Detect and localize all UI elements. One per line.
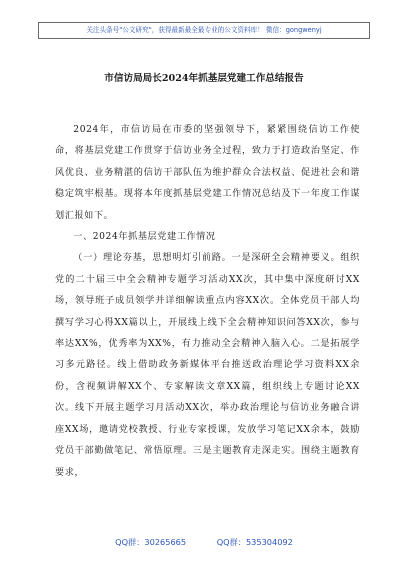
- body-paragraph: （一）理论夯基，思想明灯引前路。一是深研全会精神要义。组织党的二十届三中全会精神专题学习活动XX次，其中集中深度研讨XX场，领导班子成员领学并详细解读重点内容XX次。全体党员干部人均撰写学习心得XX篇以上，开展线上线下全会精神知识问答XX次，参与率达XX%，优秀率为XX%，有力推动全会精神入脑入心。二是拓展学习多元路径。线上借助政务新媒体平台推送政治理论学习资料XX余份，含视频讲解XX个、专家解读文章XX篇，组织线上专题讨论XX次。线下开展主题学习月活动XX次，举办政治理论与信访业务融合讲座XX场，邀请党校教授、行业专家授课，发放学习笔记XX余本，鼓励党员干部勤做笔记、常悟原理。三是主题教育走深走实。围绕主题教育要求，: [55, 253, 360, 478]
- intro-paragraph: 2024年，市信访局在市委的坚强领导下，紧紧围绕信访工作使命，将基层党建工作贯穿于信访业务全过程，致力于打造政治坚定、作风优良、业务精湛的信访干部队伍为维护群众合法权益、促进社会和谐稳定筑牢根基。现将本年度抓基层党建工作情况总结及下一年度工作谋划汇报如下。: [55, 125, 360, 221]
- promo-banner: 关注头条号"公文研究"，获得最新最全最专业的公文资料库！ 微信：gongwenyj: [38, 22, 370, 39]
- document-body: [55, 120, 360, 484]
- section-heading: 一、2024年抓基层党建工作情况: [73, 232, 216, 243]
- document-title: 市信访局局长2024年抓基层党建工作总结报告: [104, 73, 304, 84]
- qq-group-1: QQ群：30265665: [115, 537, 187, 547]
- footer-contacts: [0, 537, 408, 548]
- qq-group-2: QQ群：535304092: [216, 537, 293, 547]
